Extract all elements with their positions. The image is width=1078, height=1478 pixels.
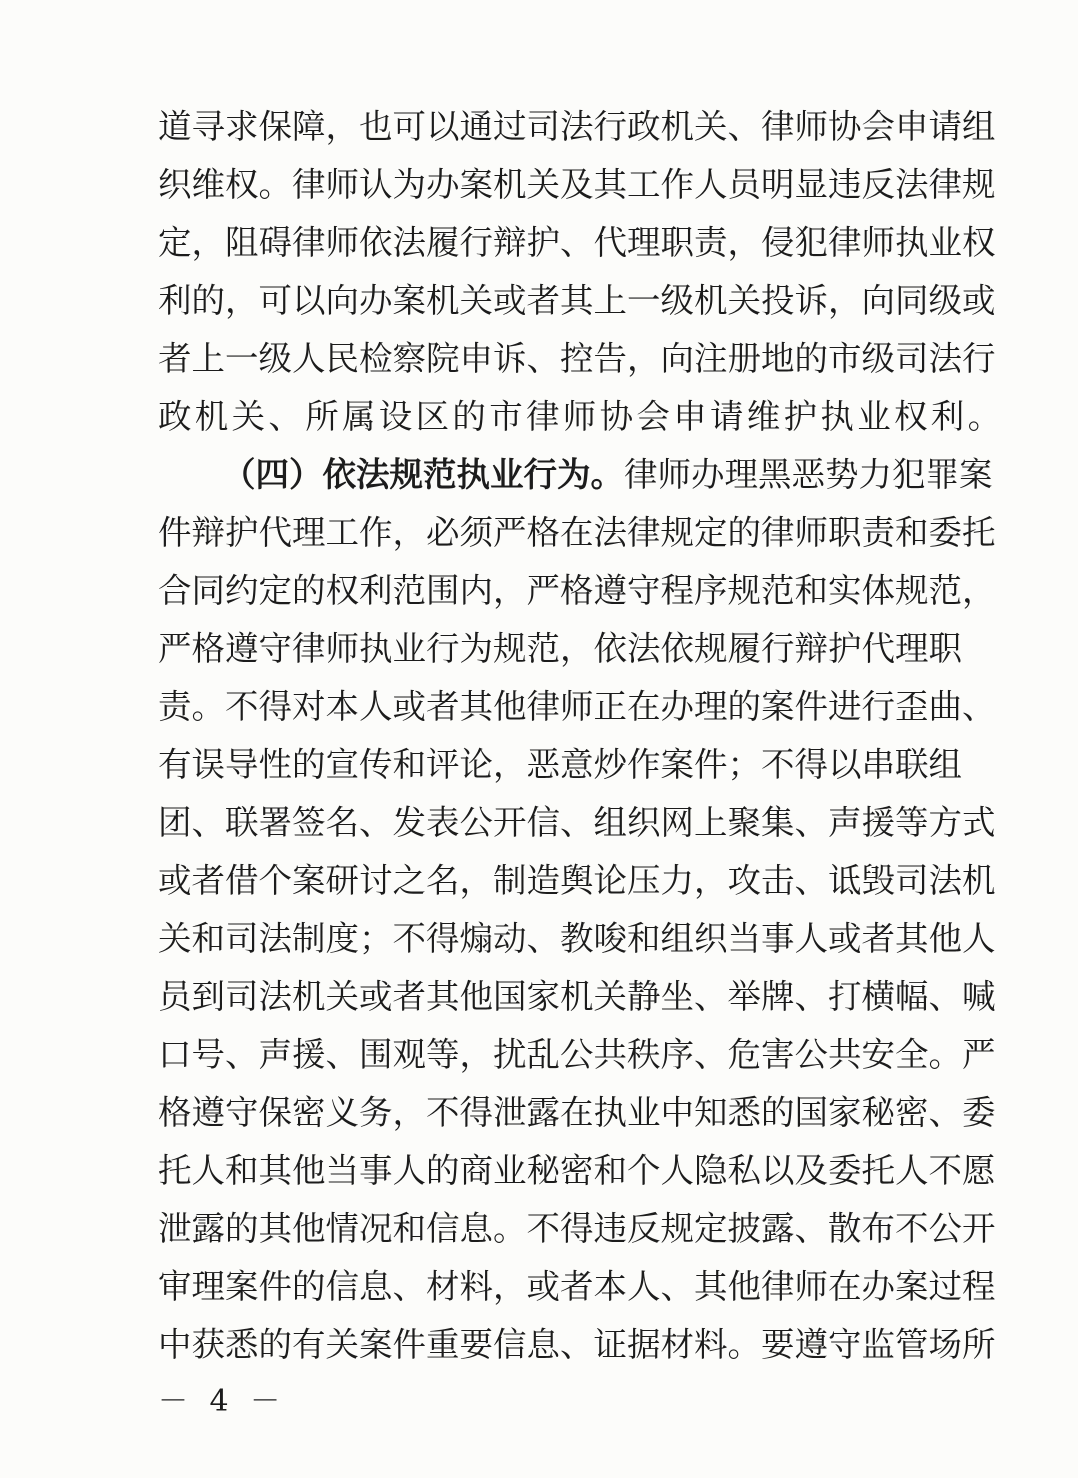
text-line: 定，阻碍律师依法履行辩护、代理职责，侵犯律师执业权: [158, 223, 996, 262]
text-line: 道寻求保障，也可以通过司法行政机关、律师协会申请组: [158, 107, 996, 146]
text-line: 关和司法制度；不得煽动、教唆和组织当事人或者其他人: [158, 919, 996, 958]
text-line: 合同约定的权利范围内，严格遵守程序规范和实体规范，: [158, 571, 996, 610]
text-line: 审理案件的信息、材料，或者本人、其他律师在办案过程: [158, 1267, 996, 1306]
text-line: 员到司法机关或者其他国家机关静坐、举牌、打横幅、喊: [158, 977, 996, 1016]
text-line: 严格遵守律师执业行为规范，依法依规履行辩护代理职: [158, 629, 962, 668]
section-heading: （四）依法规范执业行为。: [222, 455, 624, 494]
text-line: 泄露的其他情况和信息。不得违反规定披露、散布不公开: [158, 1209, 996, 1248]
text-line: 中获悉的有关案件重要信息、证据材料。要遵守监管场所: [158, 1325, 996, 1364]
text-line: 托人和其他当事人的商业秘密和个人隐私以及委托人不愿: [158, 1151, 996, 1190]
section-first-line: [222, 446, 993, 504]
text-line: 有误导性的宣传和评论，恶意炒作案件；不得以串联组: [158, 745, 962, 784]
section-first-line-text: 律师办理黑恶势力犯罪案: [624, 455, 993, 494]
text-line: 利的，可以向办案机关或者其上一级机关投诉，向同级或: [158, 281, 996, 320]
text-line: 件辩护代理工作，必须严格在法律规定的律师职责和委托: [158, 513, 996, 552]
text-line: 责。不得对本人或者其他律师正在办理的案件进行歪曲、: [158, 687, 996, 726]
text-line: 政机关、所属设区的市律师协会申请维护执业权利。: [158, 397, 1005, 436]
text-line: 者上一级人民检察院申诉、控告，向注册地的市级司法行: [158, 339, 996, 378]
text-line: 或者借个案研讨之名，制造舆论压力，攻击、诋毁司法机: [158, 861, 996, 900]
text-line: 织维权。律师认为办案机关及其工作人员明显违反法律规: [158, 165, 996, 204]
page-number: － 4 －: [158, 1384, 287, 1419]
text-line: 格遵守保密义务，不得泄露在执业中知悉的国家秘密、委: [158, 1093, 996, 1132]
text-line: 口号、声援、围观等，扰乱公共秩序、危害公共安全。严: [158, 1035, 996, 1074]
text-line: 团、联署签名、发表公开信、组织网上聚集、声援等方式: [158, 803, 996, 842]
